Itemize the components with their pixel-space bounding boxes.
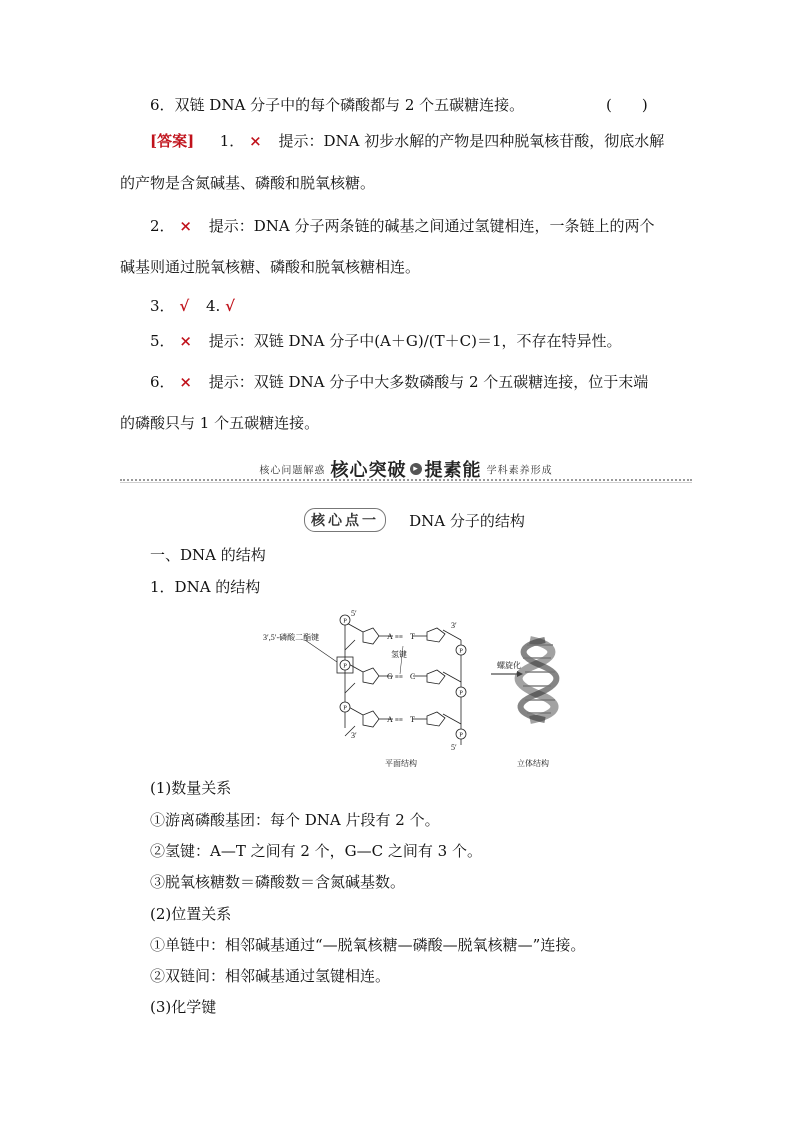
answer-1-hint: 提示：DNA 初步水解的产物是四种脱氧核苷酸，彻底水解 [278,132,665,150]
answer-1 [150,131,664,151]
answer-bracket: ( ) [606,96,648,114]
answer-6-num: 6． [150,373,175,391]
caption-3d-structure: 立体结构 [517,759,549,768]
p-label: P [459,689,463,697]
answer-6 [150,372,648,392]
dna-structure-figure [255,610,575,770]
label-3-prime: 3′ [351,731,357,740]
base-c: C [410,672,416,681]
label-5-prime: 5′ [451,743,457,752]
base-a: A [387,632,393,641]
helix-label: 螺旋化 [497,661,521,670]
answer-2-num: 2． [150,217,175,235]
banner-right-text: 学科素养形成 [486,465,553,477]
answer-1-cont: 的产物是含氮碱基、磷酸和脱氧核糖。 [120,174,376,192]
section-subheading: 1．DNA 的结构 [150,578,261,596]
answer-3-4 [150,296,247,316]
banner-title-1: 核心突破 [330,460,407,481]
h-bond-marks: ≡≡ [395,716,403,724]
banner-text [120,456,692,482]
content-q3: (3)化学键 [150,998,217,1016]
content-q2-b: ②双链间：相邻碱基通过氢键相连。 [150,967,391,985]
check-mark-icon: √ [225,297,235,315]
label-5-prime: 5′ [351,610,357,618]
caption-flat-structure: 平面结构 [385,759,417,768]
content-q1-a: ①游离磷酸基团：每个 DNA 片段有 2 个。 [150,811,440,829]
p-label: P [343,662,347,670]
double-helix-icon [519,640,557,720]
answer-6-cont: 的磷酸只与 1 个五碳糖连接。 [120,414,320,432]
content-q1: (1)数量关系 [150,779,232,797]
label-3-prime: 3′ [451,621,457,630]
p-label: P [459,647,463,655]
answer-2-hint: 提示：DNA 分子两条链的碱基之间通过氢键相连，一条链上的两个 [208,217,655,235]
p-label: P [459,731,463,739]
answer-2 [150,216,654,236]
content-q1-c: ③脱氧核糖数＝磷酸数＝含氮碱基数。 [150,873,406,891]
question-6 [150,95,524,115]
phosphodiester-bond-label: 3′,5′-磷酸二酯键 [263,633,320,642]
answer-6-hint: 提示：双链 DNA 分子中大多数磷酸与 2 个五碳糖连接，位于末端 [208,373,649,391]
banner-divider-thin [120,482,692,483]
keypoint-title: DNA 分子的结构 [409,511,525,530]
right-strand [413,628,461,745]
section-heading: 一、DNA 的结构 [150,546,266,564]
keypoint-badge: 核心点一 [304,508,386,532]
answer-2-cont: 碱基则通过脱氧核糖、磷酸和脱氧核糖相连。 [120,258,421,276]
p-label: P [343,704,347,712]
left-strand [345,622,393,736]
h-bond-marks: ≡≡ [395,673,403,681]
check-mark-icon: √ [179,297,190,315]
hbond-label: 氢键 [391,650,407,659]
answer-5 [150,331,622,351]
base-a: A [387,715,393,724]
answer-3-num: 3． [150,297,175,315]
answer-5-num: 5． [150,332,175,350]
arrow-right-icon: ▸ [410,463,422,475]
section-banner [120,456,692,486]
answer-5-hint: 提示：双链 DNA 分子中(A＋G)/(T＋C)＝1，不存在特异性。 [208,332,622,350]
content-q1-b: ②氢键：A—T 之间有 2 个，G—C 之间有 3 个。 [150,842,482,860]
banner-title-2: 提素能 [424,460,482,481]
answer-4-num: 4. [205,297,221,315]
cross-mark-icon: × [249,132,262,150]
phosphate-groups [340,615,466,739]
content-q2: (2)位置关系 [150,905,232,923]
base-t: T [410,632,415,641]
cross-mark-icon: × [179,373,192,391]
base-t: T [410,715,415,724]
content-q2-a: ①单链中：相邻碱基通过“—脱氧核糖—磷酸—脱氧核糖—”连接。 [150,936,586,954]
h-bond-marks: ≡≡ [395,633,403,641]
p-label: P [343,617,347,625]
question-6-text: 6．双链 DNA 分子中的每个磷酸都与 2 个五碳糖连接。 [150,96,525,114]
bond-pointer [305,640,337,662]
answer-label: [答案] [150,132,195,150]
base-g: G [387,672,393,681]
cross-mark-icon: × [179,332,192,350]
cross-mark-icon: × [179,217,192,235]
banner-left-text: 核心问题解惑 [259,465,326,477]
keypoint-header [304,508,525,530]
answer-1-num: 1． [219,132,245,150]
